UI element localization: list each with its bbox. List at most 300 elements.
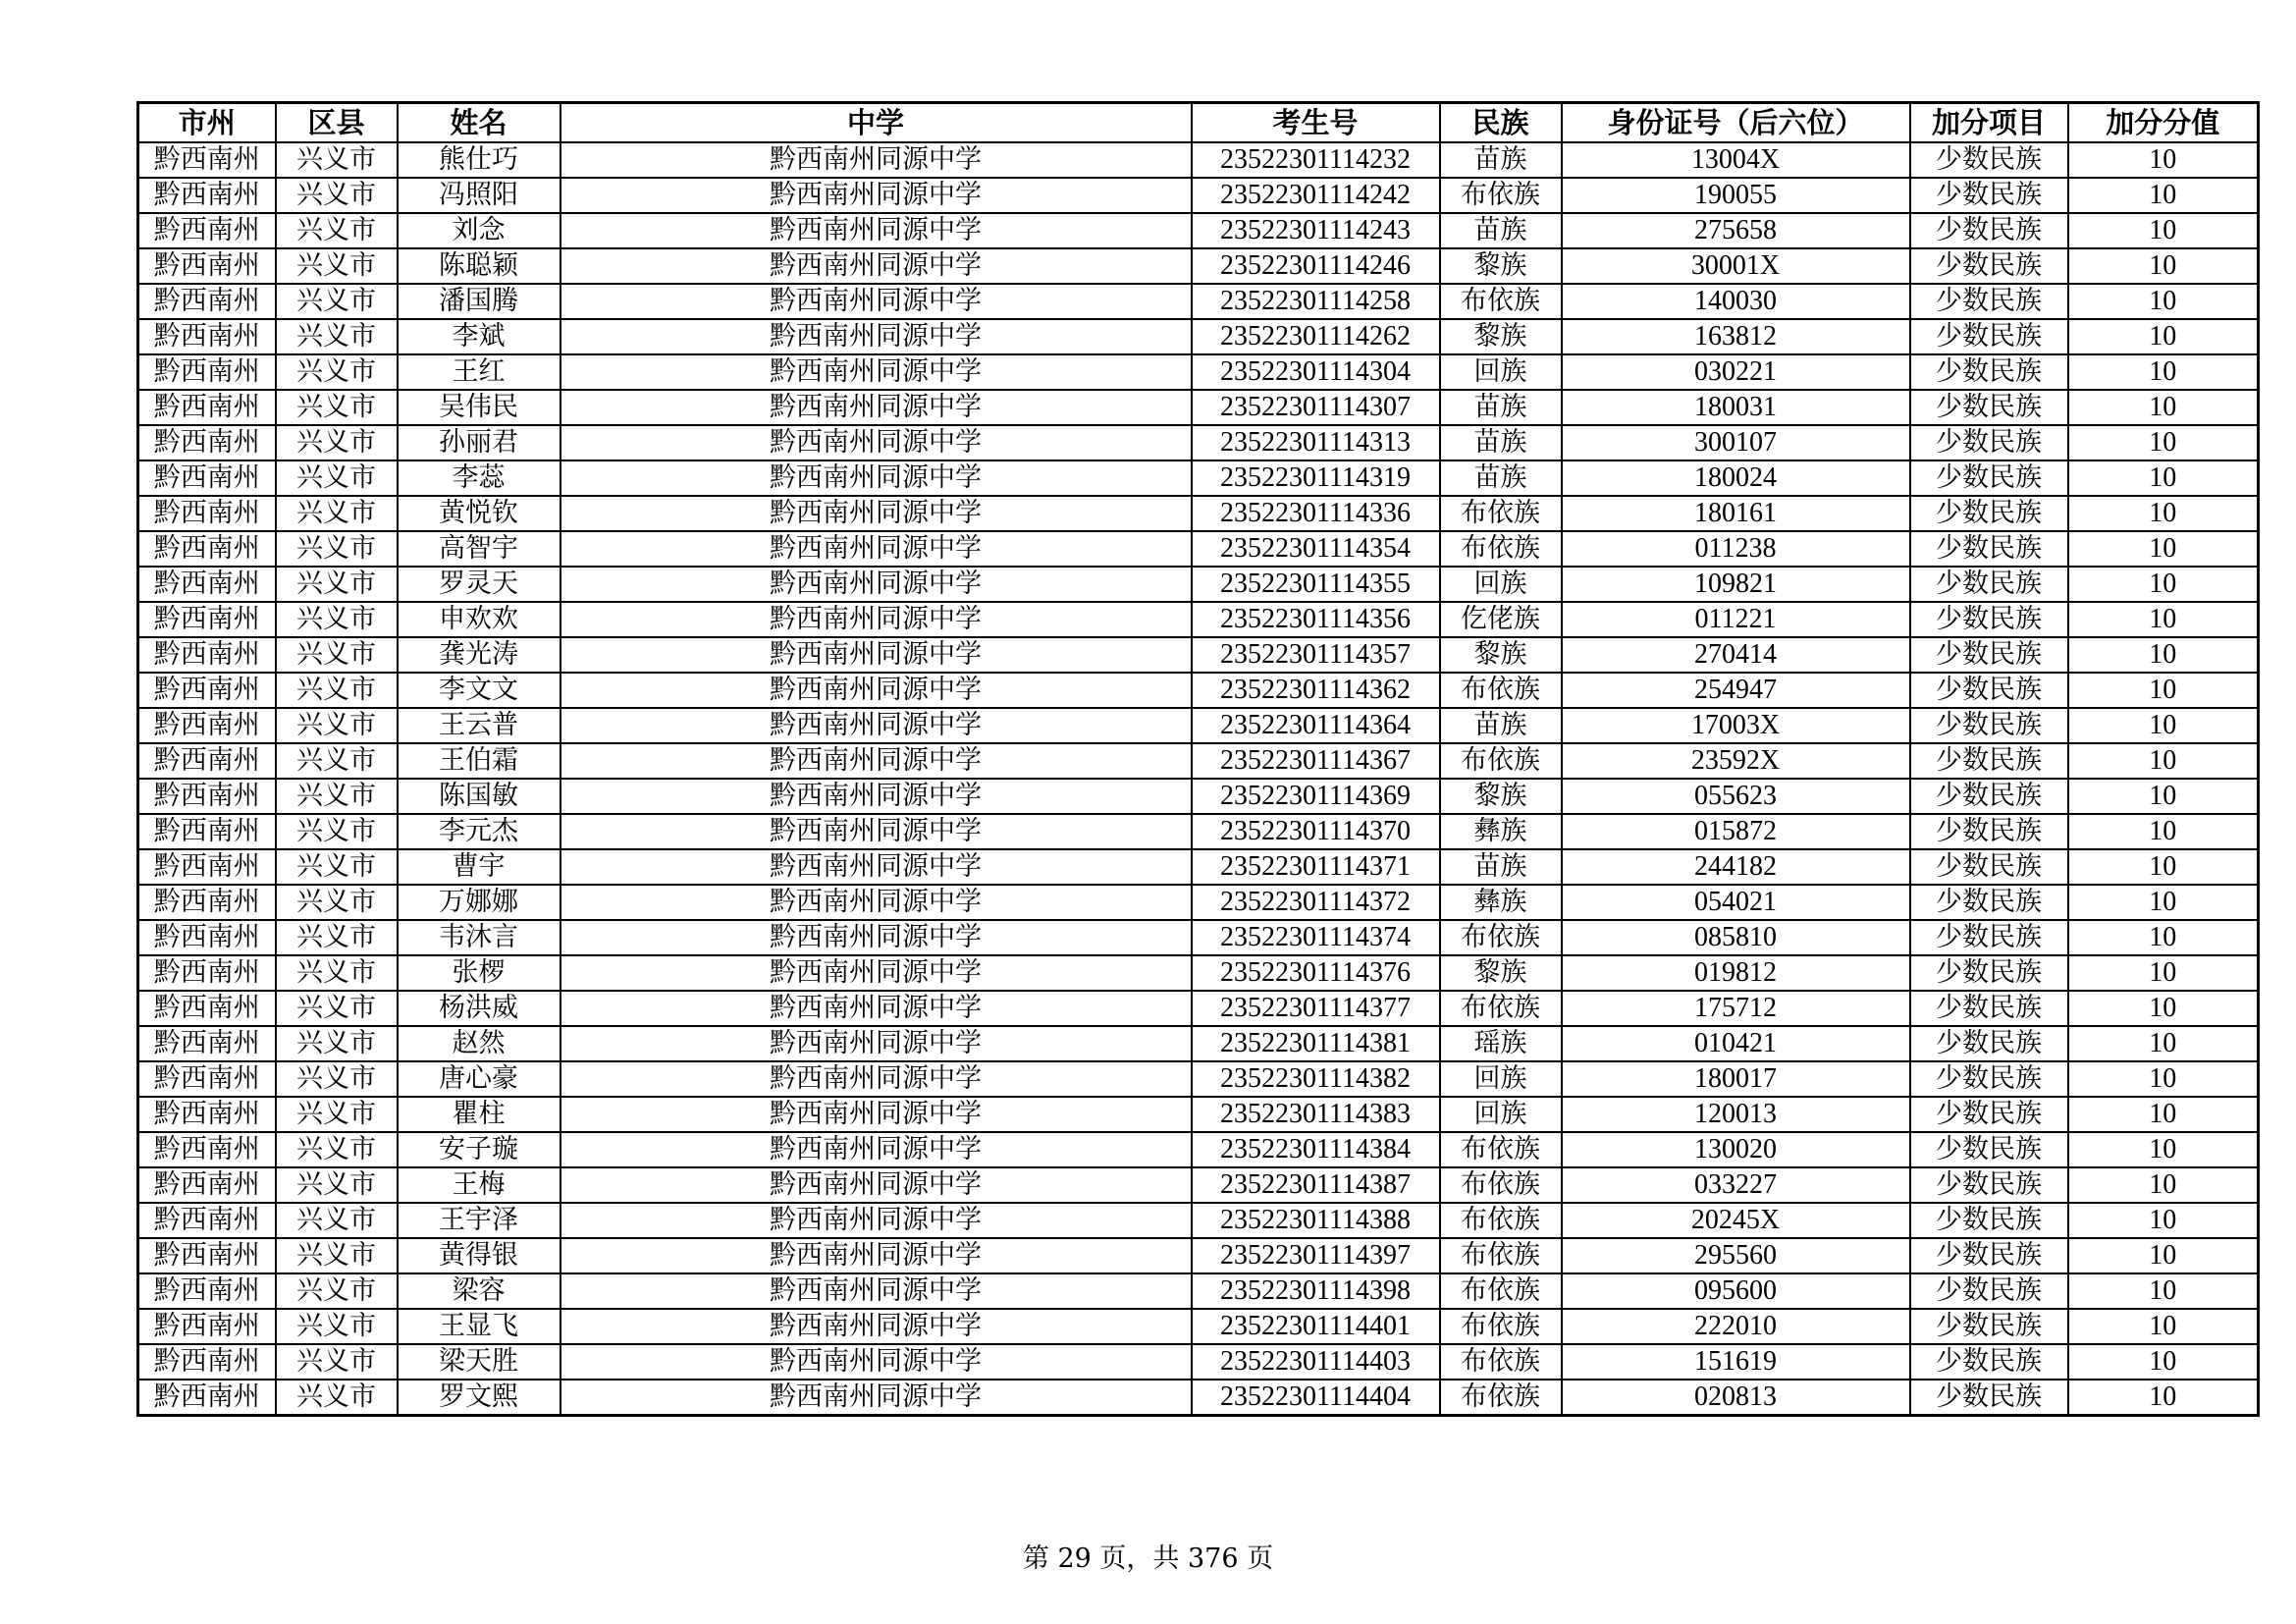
cell-school: 黔西南州同源中学 xyxy=(561,319,1192,354)
column-header-city: 市州 xyxy=(138,103,276,143)
cell-city: 黔西南州 xyxy=(138,1167,276,1203)
cell-id-last-six: 20245X xyxy=(1562,1203,1910,1238)
cell-name: 曹宇 xyxy=(398,849,561,885)
column-header-exam-number: 考生号 xyxy=(1192,103,1440,143)
cell-school: 黔西南州同源中学 xyxy=(561,743,1192,779)
table-row xyxy=(138,284,2259,319)
cell-bonus-value: 10 xyxy=(2068,743,2259,779)
cell-exam-number: 23522301114376 xyxy=(1192,955,1440,991)
cell-bonus-item: 少数民族 xyxy=(1910,1097,2068,1132)
cell-county: 兴义市 xyxy=(276,460,398,496)
cell-exam-number: 23522301114355 xyxy=(1192,567,1440,602)
table-row xyxy=(138,1061,2259,1097)
cell-school: 黔西南州同源中学 xyxy=(561,1344,1192,1380)
cell-city: 黔西南州 xyxy=(138,885,276,920)
cell-county: 兴义市 xyxy=(276,1344,398,1380)
cell-bonus-item: 少数民族 xyxy=(1910,567,2068,602)
cell-id-last-six: 030221 xyxy=(1562,354,1910,390)
cell-city: 黔西南州 xyxy=(138,955,276,991)
cell-school: 黔西南州同源中学 xyxy=(561,991,1192,1026)
table-row xyxy=(138,920,2259,955)
cell-city: 黔西南州 xyxy=(138,1026,276,1061)
cell-bonus-item: 少数民族 xyxy=(1910,284,2068,319)
cell-bonus-item: 少数民族 xyxy=(1910,1344,2068,1380)
cell-school: 黔西南州同源中学 xyxy=(561,885,1192,920)
cell-bonus-item: 少数民族 xyxy=(1910,991,2068,1026)
cell-county: 兴义市 xyxy=(276,531,398,567)
cell-ethnicity: 布依族 xyxy=(1440,178,1562,213)
cell-name: 黄得银 xyxy=(398,1238,561,1273)
table-row xyxy=(138,213,2259,248)
cell-id-last-six: 010421 xyxy=(1562,1026,1910,1061)
cell-exam-number: 23522301114357 xyxy=(1192,637,1440,673)
cell-school: 黔西南州同源中学 xyxy=(561,1026,1192,1061)
cell-county: 兴义市 xyxy=(276,390,398,425)
cell-county: 兴义市 xyxy=(276,637,398,673)
cell-bonus-value: 10 xyxy=(2068,885,2259,920)
cell-id-last-six: 163812 xyxy=(1562,319,1910,354)
table-header-row xyxy=(138,103,2259,143)
cell-name: 李蕊 xyxy=(398,460,561,496)
cell-exam-number: 23522301114372 xyxy=(1192,885,1440,920)
cell-county: 兴义市 xyxy=(276,1167,398,1203)
cell-county: 兴义市 xyxy=(276,779,398,814)
cell-county: 兴义市 xyxy=(276,920,398,955)
cell-school: 黔西南州同源中学 xyxy=(561,460,1192,496)
cell-bonus-item: 少数民族 xyxy=(1910,354,2068,390)
cell-id-last-six: 180161 xyxy=(1562,496,1910,531)
cell-bonus-item: 少数民族 xyxy=(1910,779,2068,814)
cell-id-last-six: 151619 xyxy=(1562,1344,1910,1380)
cell-city: 黔西南州 xyxy=(138,708,276,743)
cell-county: 兴义市 xyxy=(276,1203,398,1238)
cell-ethnicity: 苗族 xyxy=(1440,460,1562,496)
cell-bonus-item: 少数民族 xyxy=(1910,673,2068,708)
cell-ethnicity: 布依族 xyxy=(1440,1309,1562,1344)
table-row xyxy=(138,1309,2259,1344)
table-row xyxy=(138,354,2259,390)
cell-name: 陈国敏 xyxy=(398,779,561,814)
cell-name: 王红 xyxy=(398,354,561,390)
cell-id-last-six: 085810 xyxy=(1562,920,1910,955)
cell-ethnicity: 彝族 xyxy=(1440,885,1562,920)
cell-bonus-value: 10 xyxy=(2068,1203,2259,1238)
cell-city: 黔西南州 xyxy=(138,390,276,425)
cell-exam-number: 23522301114232 xyxy=(1192,142,1440,178)
table-row xyxy=(138,1238,2259,1273)
cell-bonus-value: 10 xyxy=(2068,390,2259,425)
cell-exam-number: 23522301114377 xyxy=(1192,991,1440,1026)
cell-ethnicity: 黎族 xyxy=(1440,955,1562,991)
cell-county: 兴义市 xyxy=(276,955,398,991)
cell-county: 兴义市 xyxy=(276,814,398,849)
cell-school: 黔西南州同源中学 xyxy=(561,1273,1192,1309)
table-row xyxy=(138,849,2259,885)
cell-bonus-item: 少数民族 xyxy=(1910,319,2068,354)
cell-city: 黔西南州 xyxy=(138,1309,276,1344)
cell-id-last-six: 015872 xyxy=(1562,814,1910,849)
cell-id-last-six: 13004X xyxy=(1562,142,1910,178)
table-row xyxy=(138,496,2259,531)
cell-bonus-value: 10 xyxy=(2068,1238,2259,1273)
cell-city: 黔西南州 xyxy=(138,460,276,496)
cell-bonus-item: 少数民族 xyxy=(1910,814,2068,849)
cell-county: 兴义市 xyxy=(276,743,398,779)
cell-exam-number: 23522301114319 xyxy=(1192,460,1440,496)
cell-city: 黔西南州 xyxy=(138,425,276,460)
cell-bonus-value: 10 xyxy=(2068,284,2259,319)
page-number: 第 29 页，共 376 页 xyxy=(1022,1543,1274,1574)
cell-ethnicity: 布依族 xyxy=(1440,1167,1562,1203)
cell-bonus-item: 少数民族 xyxy=(1910,708,2068,743)
cell-id-last-six: 011238 xyxy=(1562,531,1910,567)
cell-bonus-value: 10 xyxy=(2068,1309,2259,1344)
cell-name: 韦沐言 xyxy=(398,920,561,955)
cell-exam-number: 23522301114398 xyxy=(1192,1273,1440,1309)
cell-id-last-six: 054021 xyxy=(1562,885,1910,920)
cell-school: 黔西南州同源中学 xyxy=(561,531,1192,567)
cell-ethnicity: 布依族 xyxy=(1440,284,1562,319)
cell-ethnicity: 黎族 xyxy=(1440,637,1562,673)
cell-county: 兴义市 xyxy=(276,319,398,354)
cell-bonus-value: 10 xyxy=(2068,1380,2259,1416)
cell-name: 熊仕巧 xyxy=(398,142,561,178)
bonus-points-table xyxy=(136,101,2260,1417)
cell-bonus-item: 少数民族 xyxy=(1910,142,2068,178)
cell-city: 黔西南州 xyxy=(138,814,276,849)
cell-exam-number: 23522301114369 xyxy=(1192,779,1440,814)
cell-id-last-six: 23592X xyxy=(1562,743,1910,779)
column-header-name: 姓名 xyxy=(398,103,561,143)
cell-bonus-item: 少数民族 xyxy=(1910,213,2068,248)
cell-county: 兴义市 xyxy=(276,1097,398,1132)
cell-bonus-item: 少数民族 xyxy=(1910,1203,2068,1238)
cell-ethnicity: 布依族 xyxy=(1440,1380,1562,1416)
cell-id-last-six: 175712 xyxy=(1562,991,1910,1026)
cell-county: 兴义市 xyxy=(276,673,398,708)
cell-bonus-value: 10 xyxy=(2068,1344,2259,1380)
cell-bonus-value: 10 xyxy=(2068,178,2259,213)
cell-name: 黄悦钦 xyxy=(398,496,561,531)
cell-city: 黔西南州 xyxy=(138,319,276,354)
cell-bonus-value: 10 xyxy=(2068,460,2259,496)
cell-city: 黔西南州 xyxy=(138,531,276,567)
table-row xyxy=(138,673,2259,708)
table-row xyxy=(138,178,2259,213)
table-row xyxy=(138,531,2259,567)
cell-id-last-six: 180024 xyxy=(1562,460,1910,496)
cell-bonus-value: 10 xyxy=(2068,991,2259,1026)
table-row xyxy=(138,460,2259,496)
cell-bonus-item: 少数民族 xyxy=(1910,1380,2068,1416)
cell-exam-number: 23522301114374 xyxy=(1192,920,1440,955)
cell-city: 黔西南州 xyxy=(138,1238,276,1273)
cell-exam-number: 23522301114258 xyxy=(1192,284,1440,319)
cell-county: 兴义市 xyxy=(276,849,398,885)
cell-id-last-six: 109821 xyxy=(1562,567,1910,602)
cell-bonus-item: 少数民族 xyxy=(1910,1026,2068,1061)
cell-exam-number: 23522301114242 xyxy=(1192,178,1440,213)
cell-bonus-item: 少数民族 xyxy=(1910,531,2068,567)
cell-name: 李文文 xyxy=(398,673,561,708)
cell-bonus-item: 少数民族 xyxy=(1910,1309,2068,1344)
cell-ethnicity: 布依族 xyxy=(1440,531,1562,567)
cell-city: 黔西南州 xyxy=(138,178,276,213)
cell-bonus-value: 10 xyxy=(2068,849,2259,885)
cell-id-last-six: 019812 xyxy=(1562,955,1910,991)
cell-ethnicity: 回族 xyxy=(1440,567,1562,602)
cell-county: 兴义市 xyxy=(276,1132,398,1167)
column-header-ethnicity: 民族 xyxy=(1440,103,1562,143)
cell-id-last-six: 244182 xyxy=(1562,849,1910,885)
cell-bonus-value: 10 xyxy=(2068,637,2259,673)
cell-city: 黔西南州 xyxy=(138,567,276,602)
cell-name: 孙丽君 xyxy=(398,425,561,460)
cell-ethnicity: 黎族 xyxy=(1440,248,1562,284)
cell-name: 王梅 xyxy=(398,1167,561,1203)
column-header-id-last-six: 身份证号（后六位） xyxy=(1562,103,1910,143)
cell-city: 黔西南州 xyxy=(138,849,276,885)
cell-exam-number: 23522301114354 xyxy=(1192,531,1440,567)
cell-school: 黔西南州同源中学 xyxy=(561,673,1192,708)
cell-name: 李元杰 xyxy=(398,814,561,849)
cell-id-last-six: 180031 xyxy=(1562,390,1910,425)
cell-exam-number: 23522301114371 xyxy=(1192,849,1440,885)
cell-name: 王宇泽 xyxy=(398,1203,561,1238)
cell-school: 黔西南州同源中学 xyxy=(561,1380,1192,1416)
cell-bonus-item: 少数民族 xyxy=(1910,885,2068,920)
cell-id-last-six: 055623 xyxy=(1562,779,1910,814)
cell-county: 兴义市 xyxy=(276,991,398,1026)
cell-county: 兴义市 xyxy=(276,178,398,213)
cell-exam-number: 23522301114336 xyxy=(1192,496,1440,531)
cell-city: 黔西南州 xyxy=(138,248,276,284)
table-row xyxy=(138,779,2259,814)
cell-school: 黔西南州同源中学 xyxy=(561,1097,1192,1132)
cell-id-last-six: 140030 xyxy=(1562,284,1910,319)
cell-ethnicity: 布依族 xyxy=(1440,1344,1562,1380)
cell-city: 黔西南州 xyxy=(138,142,276,178)
cell-school: 黔西南州同源中学 xyxy=(561,354,1192,390)
cell-county: 兴义市 xyxy=(276,708,398,743)
cell-exam-number: 23522301114356 xyxy=(1192,602,1440,637)
cell-exam-number: 23522301114388 xyxy=(1192,1203,1440,1238)
cell-city: 黔西南州 xyxy=(138,354,276,390)
cell-ethnicity: 苗族 xyxy=(1440,425,1562,460)
cell-name: 安子璇 xyxy=(398,1132,561,1167)
cell-exam-number: 23522301114246 xyxy=(1192,248,1440,284)
cell-id-last-six: 222010 xyxy=(1562,1309,1910,1344)
cell-ethnicity: 瑶族 xyxy=(1440,1026,1562,1061)
cell-bonus-item: 少数民族 xyxy=(1910,920,2068,955)
cell-ethnicity: 黎族 xyxy=(1440,779,1562,814)
cell-bonus-value: 10 xyxy=(2068,602,2259,637)
table-row xyxy=(138,1132,2259,1167)
cell-bonus-value: 10 xyxy=(2068,955,2259,991)
table-row xyxy=(138,1344,2259,1380)
cell-name: 杨洪威 xyxy=(398,991,561,1026)
cell-bonus-value: 10 xyxy=(2068,1061,2259,1097)
cell-bonus-item: 少数民族 xyxy=(1910,460,2068,496)
cell-ethnicity: 苗族 xyxy=(1440,390,1562,425)
table-row xyxy=(138,248,2259,284)
cell-county: 兴义市 xyxy=(276,567,398,602)
cell-city: 黔西南州 xyxy=(138,673,276,708)
cell-bonus-value: 10 xyxy=(2068,248,2259,284)
cell-bonus-item: 少数民族 xyxy=(1910,390,2068,425)
cell-school: 黔西南州同源中学 xyxy=(561,1061,1192,1097)
cell-name: 陈聪颖 xyxy=(398,248,561,284)
cell-school: 黔西南州同源中学 xyxy=(561,814,1192,849)
table-row xyxy=(138,602,2259,637)
cell-exam-number: 23522301114403 xyxy=(1192,1344,1440,1380)
cell-exam-number: 23522301114304 xyxy=(1192,354,1440,390)
cell-bonus-value: 10 xyxy=(2068,708,2259,743)
cell-school: 黔西南州同源中学 xyxy=(561,1132,1192,1167)
cell-id-last-six: 011221 xyxy=(1562,602,1910,637)
cell-bonus-item: 少数民族 xyxy=(1910,743,2068,779)
cell-exam-number: 23522301114397 xyxy=(1192,1238,1440,1273)
cell-exam-number: 23522301114367 xyxy=(1192,743,1440,779)
column-header-county: 区县 xyxy=(276,103,398,143)
cell-county: 兴义市 xyxy=(276,1309,398,1344)
cell-ethnicity: 布依族 xyxy=(1440,1238,1562,1273)
cell-city: 黔西南州 xyxy=(138,284,276,319)
cell-bonus-value: 10 xyxy=(2068,1132,2259,1167)
table-row xyxy=(138,1097,2259,1132)
cell-city: 黔西南州 xyxy=(138,1203,276,1238)
cell-bonus-value: 10 xyxy=(2068,425,2259,460)
cell-city: 黔西南州 xyxy=(138,1132,276,1167)
cell-id-last-six: 190055 xyxy=(1562,178,1910,213)
cell-ethnicity: 布依族 xyxy=(1440,496,1562,531)
table-row xyxy=(138,319,2259,354)
cell-school: 黔西南州同源中学 xyxy=(561,178,1192,213)
cell-id-last-six: 254947 xyxy=(1562,673,1910,708)
cell-bonus-item: 少数民族 xyxy=(1910,1238,2068,1273)
cell-name: 万娜娜 xyxy=(398,885,561,920)
cell-bonus-item: 少数民族 xyxy=(1910,425,2068,460)
table-row xyxy=(138,142,2259,178)
cell-bonus-item: 少数民族 xyxy=(1910,602,2068,637)
cell-bonus-item: 少数民族 xyxy=(1910,849,2068,885)
column-header-bonus-value: 加分分值 xyxy=(2068,103,2259,143)
cell-county: 兴义市 xyxy=(276,1380,398,1416)
cell-exam-number: 23522301114384 xyxy=(1192,1132,1440,1167)
cell-bonus-value: 10 xyxy=(2068,319,2259,354)
cell-school: 黔西南州同源中学 xyxy=(561,849,1192,885)
cell-city: 黔西南州 xyxy=(138,1097,276,1132)
cell-id-last-six: 30001X xyxy=(1562,248,1910,284)
cell-id-last-six: 020813 xyxy=(1562,1380,1910,1416)
cell-exam-number: 23522301114383 xyxy=(1192,1097,1440,1132)
cell-ethnicity: 布依族 xyxy=(1440,673,1562,708)
cell-name: 李斌 xyxy=(398,319,561,354)
column-header-bonus-item: 加分项目 xyxy=(1910,103,2068,143)
cell-exam-number: 23522301114364 xyxy=(1192,708,1440,743)
cell-exam-number: 23522301114362 xyxy=(1192,673,1440,708)
cell-exam-number: 23522301114404 xyxy=(1192,1380,1440,1416)
cell-city: 黔西南州 xyxy=(138,991,276,1026)
cell-bonus-value: 10 xyxy=(2068,1167,2259,1203)
table-row xyxy=(138,1380,2259,1416)
cell-name: 冯照阳 xyxy=(398,178,561,213)
cell-id-last-six: 300107 xyxy=(1562,425,1910,460)
cell-city: 黔西南州 xyxy=(138,1380,276,1416)
cell-ethnicity: 布依族 xyxy=(1440,991,1562,1026)
cell-id-last-six: 130020 xyxy=(1562,1132,1910,1167)
cell-ethnicity: 苗族 xyxy=(1440,213,1562,248)
column-header-school: 中学 xyxy=(561,103,1192,143)
cell-school: 黔西南州同源中学 xyxy=(561,1238,1192,1273)
cell-bonus-value: 10 xyxy=(2068,814,2259,849)
cell-name: 罗灵天 xyxy=(398,567,561,602)
cell-name: 张椤 xyxy=(398,955,561,991)
cell-school: 黔西南州同源中学 xyxy=(561,1167,1192,1203)
cell-exam-number: 23522301114307 xyxy=(1192,390,1440,425)
cell-school: 黔西南州同源中学 xyxy=(561,602,1192,637)
cell-school: 黔西南州同源中学 xyxy=(561,496,1192,531)
cell-city: 黔西南州 xyxy=(138,920,276,955)
table-row xyxy=(138,885,2259,920)
cell-id-last-six: 180017 xyxy=(1562,1061,1910,1097)
cell-county: 兴义市 xyxy=(276,1026,398,1061)
cell-ethnicity: 布依族 xyxy=(1440,1273,1562,1309)
cell-school: 黔西南州同源中学 xyxy=(561,708,1192,743)
cell-id-last-six: 295560 xyxy=(1562,1238,1910,1273)
cell-exam-number: 23522301114401 xyxy=(1192,1309,1440,1344)
cell-exam-number: 23522301114313 xyxy=(1192,425,1440,460)
cell-ethnicity: 布依族 xyxy=(1440,743,1562,779)
cell-bonus-value: 10 xyxy=(2068,1097,2259,1132)
cell-name: 潘国腾 xyxy=(398,284,561,319)
cell-county: 兴义市 xyxy=(276,425,398,460)
cell-ethnicity: 黎族 xyxy=(1440,319,1562,354)
cell-ethnicity: 苗族 xyxy=(1440,849,1562,885)
cell-name: 罗文熙 xyxy=(398,1380,561,1416)
cell-bonus-item: 少数民族 xyxy=(1910,496,2068,531)
cell-county: 兴义市 xyxy=(276,602,398,637)
cell-ethnicity: 仡佬族 xyxy=(1440,602,1562,637)
cell-ethnicity: 苗族 xyxy=(1440,142,1562,178)
cell-county: 兴义市 xyxy=(276,885,398,920)
cell-bonus-value: 10 xyxy=(2068,779,2259,814)
table-row xyxy=(138,743,2259,779)
cell-bonus-value: 10 xyxy=(2068,567,2259,602)
cell-city: 黔西南州 xyxy=(138,637,276,673)
cell-name: 吴伟民 xyxy=(398,390,561,425)
table-row xyxy=(138,1203,2259,1238)
cell-bonus-item: 少数民族 xyxy=(1910,1132,2068,1167)
cell-county: 兴义市 xyxy=(276,1238,398,1273)
cell-county: 兴义市 xyxy=(276,213,398,248)
cell-school: 黔西南州同源中学 xyxy=(561,637,1192,673)
table-row xyxy=(138,814,2259,849)
cell-id-last-six: 033227 xyxy=(1562,1167,1910,1203)
cell-bonus-item: 少数民族 xyxy=(1910,1061,2068,1097)
cell-id-last-six: 095600 xyxy=(1562,1273,1910,1309)
cell-bonus-value: 10 xyxy=(2068,142,2259,178)
cell-bonus-item: 少数民族 xyxy=(1910,1273,2068,1309)
cell-exam-number: 23522301114370 xyxy=(1192,814,1440,849)
cell-bonus-value: 10 xyxy=(2068,213,2259,248)
cell-school: 黔西南州同源中学 xyxy=(561,213,1192,248)
cell-school: 黔西南州同源中学 xyxy=(561,920,1192,955)
cell-city: 黔西南州 xyxy=(138,213,276,248)
cell-name: 梁天胜 xyxy=(398,1344,561,1380)
cell-county: 兴义市 xyxy=(276,1061,398,1097)
cell-exam-number: 23522301114382 xyxy=(1192,1061,1440,1097)
